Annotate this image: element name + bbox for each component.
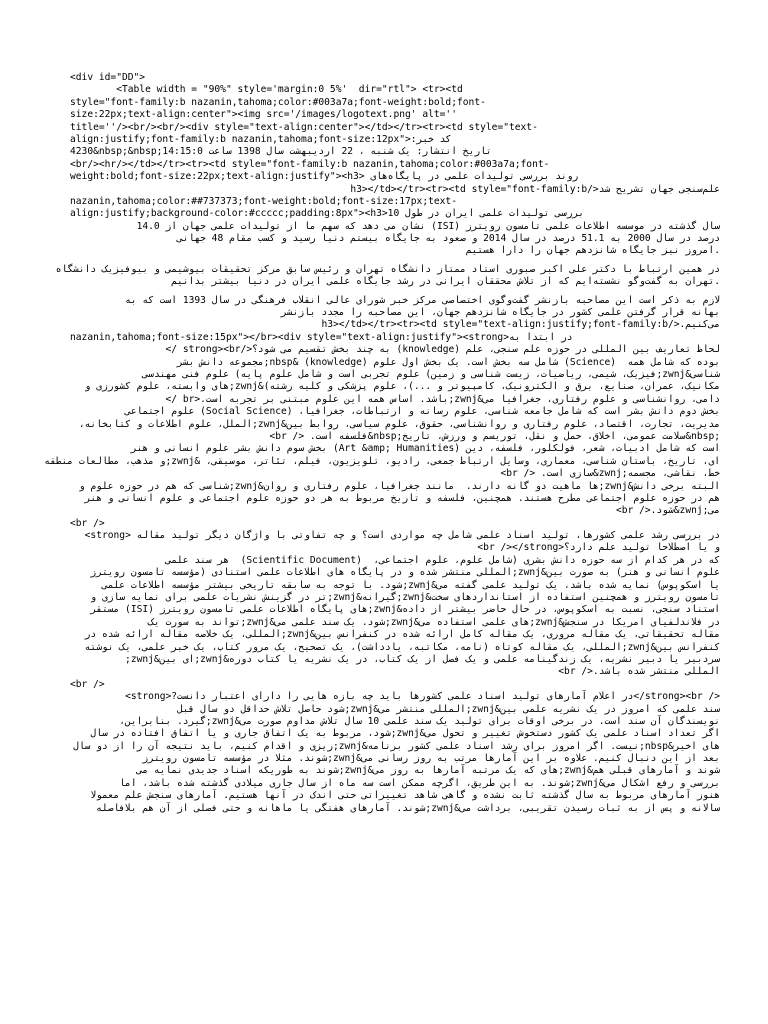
text-line: سند علمی که امروز در یک نشریه علمی بین&zwnj;المللی منتشر می&zwnj;شود حاصل تلاش حداقل دو سال قبل (177, 703, 720, 715)
text-line: <br />.المللی منتشر شده باشد (558, 666, 720, 678)
text-line: علوم انسانی و هنر) به صورت بین&zwnj;المللی منتشر شده و در پایگاه های اطلاعات علمی استنادی (مؤسسه تامسون رویترز (90, 567, 720, 579)
text-line: <br /></strong>و یا اصطلاحا تولید علم دارد؟ (477, 542, 720, 554)
text-line: weight:bold;font-size:22px;text-align:justify"><h3> روند بررسی تولیدات علمی در پایگاه‌های (70, 171, 579, 183)
text-line: هم در حوزه علوم اجتماعی مطرح هستند. همچنین، فلسفه و تاریخ مربوط به هر دو حوزه علوم اجتماعی و علوم انسانی و هنر (84, 492, 720, 504)
text-line: شوند و آمارهای قبلی هم&zwnj;های که یک مرتبه آمارها به روز می&zwnj;شوند به طوریکه اسناد جدیدی نمایه می (136, 765, 720, 777)
text-line: تامسون رویترز و همچنین استفاده از استانداردهای سخت&zwnj;گیرانه&zwnj;تر در گزینش نشریات علمی برای نمایه سازی و (90, 592, 720, 604)
text-line: است که شامل ادبیات، شعر، فولکلور، فلسفه، دین (Art &amp; Humanities) بخش سوم دانش بشر علوم انسانی و هنر (130, 443, 720, 455)
text-line: 4230&nbsp;&nbsp;14:15:0 تاریخ انتشار: یک شنبه ، 22 اردیبهشت سال 1398 ساعت (70, 146, 492, 158)
text-line: می‌کنیم.</h3></td></tr><tr><td style="text-align:justify;font-family:b (321, 319, 720, 331)
text-line: <br /> .فلسفه است&nbsp;سلامت عمومی، اخلاق، حمل و نقل، توریسم و ورزش، تاریخ&nbsp; (269, 430, 720, 442)
text-line: title=''/><br/><br/><div style="text-align:center"></td></tr><tr><td style="text- (70, 121, 538, 133)
text-line: .تهران به گفت‌وگو نشسته‌ایم که از تلاش محققان ایرانی در رشد جایگاه علمی ایران در دنیا بیشتر بدانیم (171, 276, 720, 288)
text-line: .امروز نیز جایگاه شانزدهم جهان را دارا هستیم (465, 245, 720, 257)
text-line: نویسندگان آن سند است. در برخی اوقات برای تولید یک سند علمی 10 سال تلاش مداوم صورت می&zwnj;گیرد. بنابراین، (119, 715, 720, 727)
text-line: لحاظ تعاریف بین المللی در حوزه علم سنجی، علم (knowledge) به چند بخش تقسیم می شود؟</strong><br /> (165, 344, 720, 356)
text-line: دامی، روانشناسی و علوم رفتاری، جغرافیا می&zwnj;باشد. اساس همه این علوم مبتنی بر تجربه است.<br /> (165, 393, 720, 405)
text-line: علم‌سنجی جهان تشریح شد</h3></td></tr><tr><td style="font-family:b (350, 183, 720, 195)
text-line: align:justify;font-family:b nazanin,tahoma;font-size:12px">:کد خبر (70, 133, 452, 145)
text-line: <strong>?در اعلام آمارهای تولید اسناد علمی کشورها باید چه بازه هایی را دارای اعتبار دانست</strong><br /> (125, 691, 720, 703)
text-line: سال گذشته در موسسه اطلاعات علمی تامسون رویترز (ISI) نشان می دهد که سهم ما از تولیدات علمی جهان از 14.0 (136, 220, 720, 232)
document-body (44, 72, 720, 1012)
text-line: <br /> .سازی است&zwnj;خط، نقاشی، مجسمه (500, 468, 720, 480)
text-line: که در هر کدام از سه حوزه دانش بشری (شامل علوم، علوم اجتماعی، (Scientific Document) هر سند علمی (165, 554, 720, 566)
text-line: هنوز آمارهای مربوط به سال گذشته ثابت نشده و گاهی شاهد تغییراتی حتی اندک در آنها هستیم. آمارهای سنجش علم معمولا (90, 790, 720, 802)
text-line: مدیریت، تجارت، اقتصاد، علوم رفتاری و روانشناسی، حقوق، علوم سیاسی، روابط بین&zwnj;الملل، علوم اطلاعات و کتابخانه، (78, 418, 720, 430)
text-line: در همین ارتباط با دکتر علی اکبر صبوری استاد ممتاز دانشگاه تهران و رئیس سابق مرکز تحقیقات بیوشیمی و بیوفیزیک دانشگاه (55, 263, 720, 275)
text-line: البته برخی دانش&zwnj;ها ماهیت دو گانه دارند. مانند جغرافیا، علوم رفتاری و روان&zwnj;شناسی که هم در حوزه علوم و (78, 480, 720, 492)
text-line: nazanin,tahoma;color:##737373;font-weight:bold;font-size:17px;text- (70, 195, 457, 207)
text-line: <br/><hr/></td></tr><tr><td style="font-family:b nazanin,tahoma;color:#003a7a;font- (70, 158, 550, 170)
text-line: بخش دوم دانش بشر است که شامل جامعه شناسی، علوم رسانه و ارتباطات، جغرافیا، (Social Science) علوم اجتماعی (125, 406, 720, 418)
text-line: style="font-family:b nazanin,tahoma;color:#003a7a;font-weight:bold;font- (70, 96, 486, 108)
text-line: در بررسی رشد علمی کشورها، تولید اسناد علمی شامل چه مواردی است؟ و چه تفاوتی با واژگان دیگر تولید مقاله <strong> (84, 530, 720, 542)
text-line: size:22px;text-align:center"><img src='/images/logotext.png' alt='' (70, 109, 457, 121)
text-line: لازم به ذکر است این مصاحبه بازنشر گفت‌وگوی اختصاصی مرکز خبر شورای عالی انقلاب فرهنگی در سال 1393 است که به (125, 294, 720, 306)
text-line: nazanin,tahoma;font-size:15px"></br><div style="text-align:justify"><strong>در ابتدا به (70, 331, 573, 343)
text-line: درصد در سال 2000 به 51.1 درصد در سال 2014 و صعود به جایگاه بیستم دنیا رسید و کسب مقام 48 جهانی (177, 233, 720, 245)
text-line: مکانیک، عمران، صنایع، برق و الکترونیک، کامپیوتر و ...)، علوم پزشکی و کلیه رشته)&zwnj;های وابسته، علوم کشورزی و (84, 381, 720, 393)
text-line: شناسی&zwnj;فیزیک، شیمی، ریاضیات، زیست شناسی و زمین) علوم تجربی است و شامل علوم پایه) علوم فنی مهندسی (142, 368, 720, 380)
text-line: بررسی و رفع اشکال می&zwnj;شوند. به این طریق، اگرچه ممکن است سه ماه از سال جاری میلادی گذشته شده باشد، اما (119, 777, 720, 789)
text-line: کنفرانس بین&zwnj;المللی، یک مقاله کوتاه (نامه، مکاتبه، یادداشت)، یک تصحیح، یک مرور کتاب، یک خبر علمی، یک نوشته (84, 641, 720, 653)
text-line: <div id="DD"> (70, 72, 146, 83)
text-line: align:justify;background-color:#ccccc;padding:8px"><h3>10 بررسی تولیدات علمی ایران در طول (70, 208, 585, 220)
text-line: <br /> (70, 517, 105, 529)
text-line: <Table width = "90%" style='margin:0 5%' dir="rtl"> <tr><td (70, 84, 463, 96)
text-line: بهانه قرار گرفتن علمی کشور در جایگاه شانزدهم جهان، این مصاحبه را مجدد بازنشر (281, 307, 720, 319)
text-line: های اخیر&nbsp;نیست. اگر امروز برای رشد اسناد علمی کشور برنامه&zwnj;ریزی و اقدام کنیم، باید نتیجه آن را از دو سال (73, 740, 720, 752)
text-line: یا اسکوپوس) نمایه شده باشد، یک تولید علمی گفته می&zwnj;شود. با توجه به سابقه تاریخی بیشتر مؤسسه اطلاعات علمی (101, 579, 720, 591)
text-line: اگر تعداد اسناد علمی یک کشور دستخوش تغییر و تحول می&zwnj;شود، مربوط به یک اتفاق جاری و یا اتفاق افتاده در سال (90, 728, 720, 740)
text-line: در فلاندلفیای امریکا در سنجش&zwnj;های علمی استفاده می&zwnj;شود. یک سند علمی می&zwnj;تواند به سورت یک (148, 616, 720, 628)
text-line: استناد سنجی، نسبت به اسکوپوس، در حال حاضر بیشتر از داده&zwnj;های پایگاه اطلاعات علمی تامسون رویترز (ISI) مستقر (90, 604, 720, 616)
text-line: بعد از این دنبال کنیم. علاوه بر این آمارها مرتب به روز رسانی می&zwnj;شوند. مثلا در مؤسسه تامسون رویترز (142, 753, 720, 765)
text-line: سردبیر یا دبیر نشریه، یک زندگینامه علمی و یک فصل از یک کتاب، در یک نشریه یا کتاب دوره&zwnj;ای بین&zwnj; (125, 653, 720, 665)
text-line: <br />.شود&zwnj;می (616, 505, 720, 517)
text-line: <br /> (70, 678, 105, 690)
text-line: مقاله تحقیقاتی، یک مقاله مروری، یک مقاله کامل ارائه شده در کنفرانس بین&zwnj;المللی، یک خلاصه مقاله ارائه شده در (84, 629, 720, 641)
text-line: بوده که شامل همه (Science) شامل سه بخش است. یک بخش اول علوم (knowledge) &nbsp;مجموعه دانش بشر (177, 356, 720, 368)
text-line: سالانه و پس از به ثبات رسیدن تقریبی، برداشت می&zwnj;شوند. آمارهای هفتگی یا ماهانه و حتی فصلی از آن هم بلافاصله (96, 802, 720, 814)
text-line: ای، تاریخ، باستان شناسی، معماری، وسایل ارتباط جمعی، رادیو، تلویزیون، فیلم، تئاتر، موسیقی، &zwnj;و مذهب، مطالعات منطقه (44, 455, 720, 467)
